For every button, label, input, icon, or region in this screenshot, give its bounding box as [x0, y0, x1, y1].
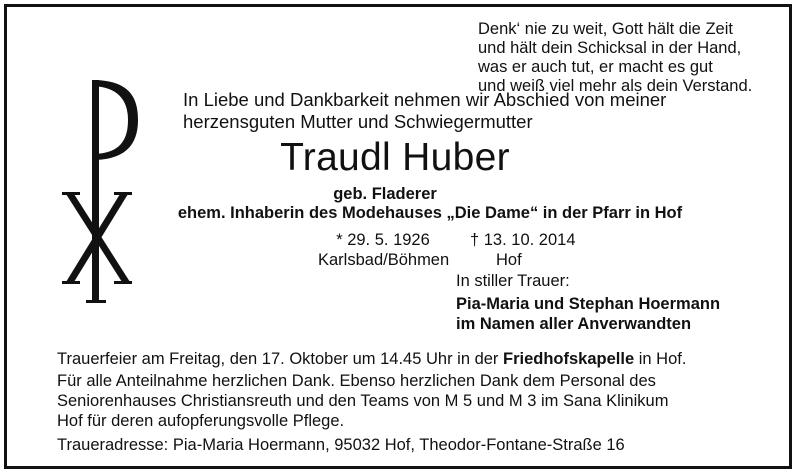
thanks-line: Seniorenhauses Christiansreuth und den Teams von M 5 und M 3 im Sana Klinikum [57, 392, 669, 410]
poem-quote [478, 20, 752, 96]
mourning-label: In stiller Trauer: [456, 272, 570, 290]
chi-rho-icon [52, 76, 142, 306]
intro-line: herzensguten Mutter und Schwiegermutter [183, 110, 533, 132]
intro-line: In Liebe und Dankbarkeit nehmen wir Abschied von meiner [183, 89, 667, 110]
funeral-suffix: in Hof. [634, 350, 687, 368]
thanks-line: Hof für deren aufopferungsvolle Pflege. [57, 412, 345, 430]
thanks-text [57, 371, 668, 431]
funeral-prefix: Trauerfeier am Freitag, den 17. Oktober um 14.45 Uhr in der [57, 350, 504, 368]
poem-line: und hält dein Schicksal in der Hand, [478, 39, 742, 57]
poem-line: und weiß viel mehr als dein Verstand. [478, 77, 753, 95]
mourner-line: Pia-Maria und Stephan Hoermann [456, 295, 721, 313]
birth-info [318, 231, 448, 270]
mourner-line: im Namen aller Anverwandten [456, 315, 692, 333]
intro-text [183, 89, 666, 132]
mourners [456, 294, 720, 334]
death-place: Hof [496, 250, 522, 269]
former-role: ehem. Inhaberin des Modehauses „Die Dame“ in der Pfarr in Hof [177, 204, 683, 222]
thanks-line: Für alle Anteilnahme herzlichen Dank. Ebenso herzlichen Dank dem Personal des [57, 372, 656, 390]
poem-line: was er auch tut, er macht es gut [478, 58, 713, 76]
mourning-address: Traueradresse: Pia-Maria Hoermann, 95032 Hof, Theodor-Fontane-Straße 16 [57, 436, 625, 454]
birth-place: Karlsbad/Böhmen [318, 250, 450, 269]
death-info [470, 231, 600, 270]
birth-date: * 29. 5. 1926 [336, 231, 430, 249]
funeral-notice [57, 349, 686, 369]
death-date: † 13. 10. 2014 [470, 231, 576, 249]
maiden-name: geb. Fladerer [333, 185, 437, 203]
deceased-name: Traudl Huber [280, 136, 510, 179]
funeral-location: Friedhofskapelle [503, 350, 635, 368]
poem-line: Denk‘ nie zu weit, Gott hält die Zeit [478, 20, 733, 38]
